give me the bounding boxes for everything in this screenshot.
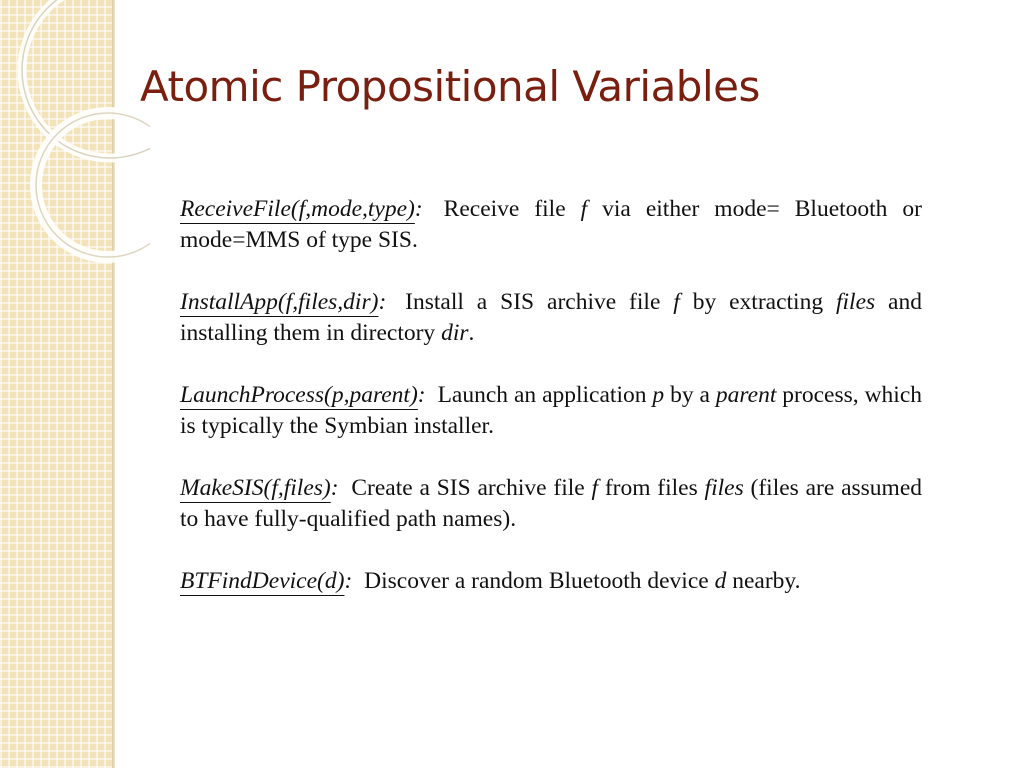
term-separator: : xyxy=(330,475,339,501)
symbol-f: f xyxy=(580,196,588,222)
decorative-rings xyxy=(0,0,150,300)
term-btfinddevice: BTFindDevice(d) xyxy=(180,568,345,594)
symbol-f: f xyxy=(591,475,599,501)
definition-text: Receive file xyxy=(443,196,581,222)
symbol-p: p xyxy=(652,382,665,408)
definition-text: (files are assumed to have fully-qualified path names). xyxy=(180,475,922,532)
definition-list xyxy=(180,194,922,628)
symbol-parent: parent xyxy=(715,382,777,408)
term-receivefile: ReceiveFile(f,mode,type) xyxy=(180,196,415,222)
definition-text: by a xyxy=(664,382,716,408)
term-separator: : xyxy=(417,382,426,408)
definition-makesis xyxy=(180,473,922,535)
definition-installapp xyxy=(180,287,922,349)
symbol-files: files xyxy=(704,475,744,501)
ring-small xyxy=(36,113,150,257)
definition-text: nearby. xyxy=(726,568,801,594)
definition-text: process, which is typically the Symbian installer. xyxy=(180,382,922,439)
symbol-files: files xyxy=(835,289,876,315)
definition-text: Create a SIS archive file xyxy=(351,475,592,501)
ring-large-outline xyxy=(22,0,150,158)
definition-text: from files xyxy=(598,475,705,501)
term-launchprocess: LaunchProcess(p,parent) xyxy=(180,382,418,408)
definition-text: by extracting xyxy=(679,289,836,315)
term-separator: : xyxy=(378,289,387,315)
definition-btfinddevice xyxy=(180,566,922,597)
definition-text: Install a SIS archive file xyxy=(405,289,674,315)
symbol-f: f xyxy=(673,289,680,315)
term-makesis: MakeSIS(f,files) xyxy=(180,475,331,501)
slide-title: Atomic Propositional Variables xyxy=(140,62,760,111)
definition-text: via either mode= Bluetooth or mode=MMS of type SIS. xyxy=(180,196,922,253)
definition-launchprocess xyxy=(180,380,922,442)
definition-text: . xyxy=(468,320,475,346)
definition-text: Discover a random Bluetooth device xyxy=(364,568,715,594)
definition-text: and installing them in directory xyxy=(180,289,922,346)
term-installapp: InstallApp(f,files,dir) xyxy=(180,289,379,315)
definition-text: Launch an application xyxy=(437,382,653,408)
definition-receivefile xyxy=(180,194,922,256)
ring-large xyxy=(22,0,150,158)
symbol-dir: dir xyxy=(441,320,469,346)
term-separator: : xyxy=(414,196,423,222)
symbol-d: d xyxy=(714,568,727,594)
term-separator: : xyxy=(344,568,353,594)
